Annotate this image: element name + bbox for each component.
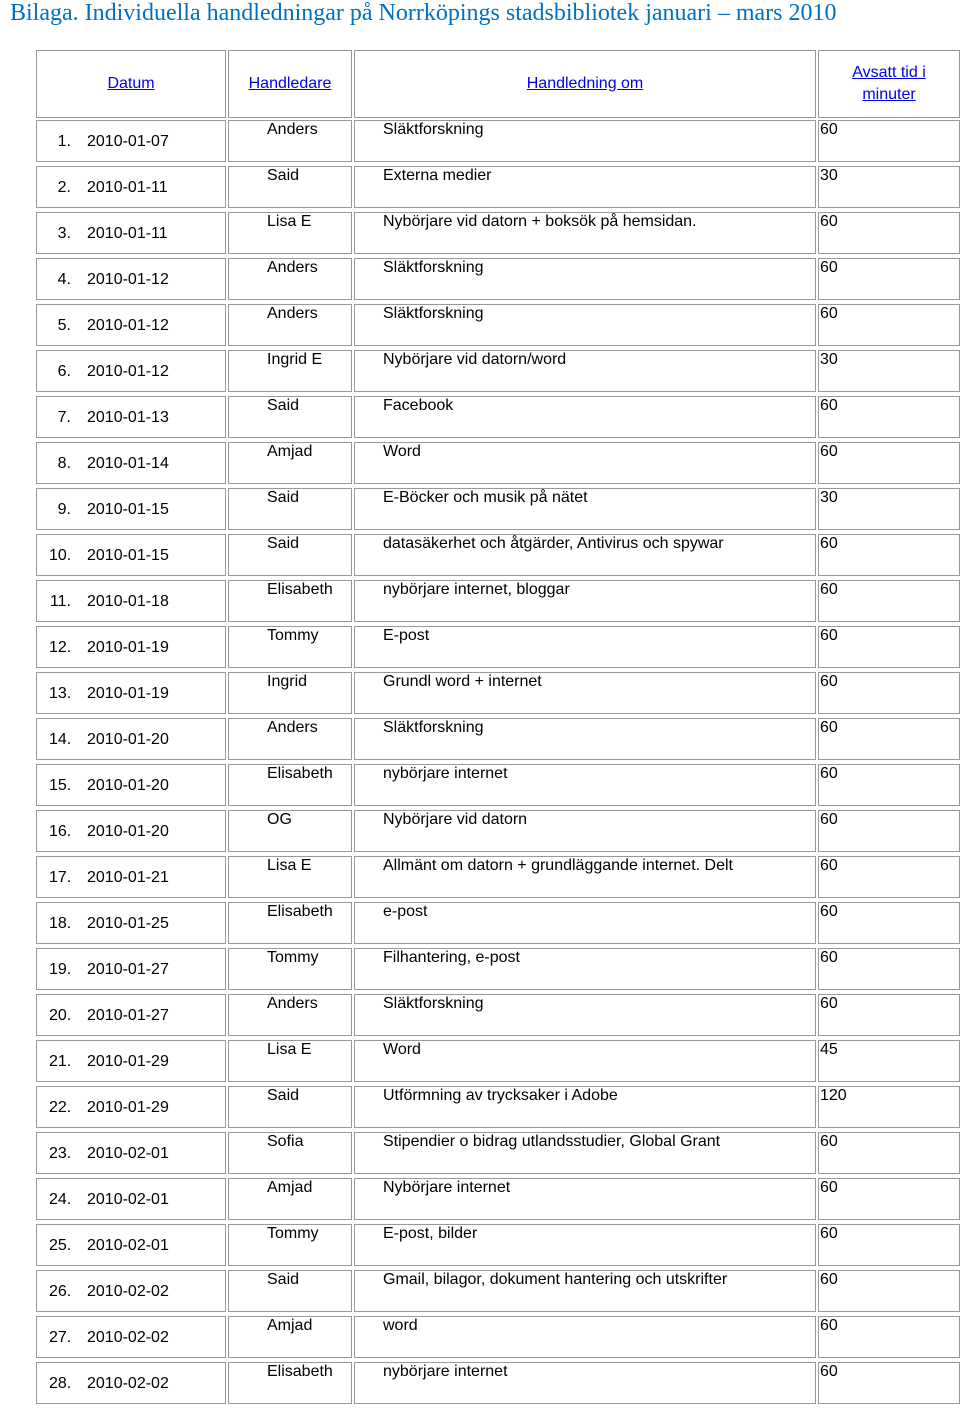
table-row bbox=[34, 304, 960, 350]
minutes-cell bbox=[818, 902, 960, 944]
row-date: 2010-01-11 bbox=[87, 225, 168, 242]
row-number: 20. bbox=[49, 1007, 72, 1024]
table-row bbox=[34, 120, 960, 166]
row-handledare: Lisa E bbox=[267, 857, 312, 874]
row-handledare: Said bbox=[267, 397, 300, 414]
table-row bbox=[34, 488, 960, 534]
row-number: 12. bbox=[49, 639, 72, 656]
row-handledare: Anders bbox=[267, 995, 318, 1012]
header-avsatt-tid-text: Avsatt tid i minuter bbox=[852, 64, 926, 103]
row-topic: nybörjare internet bbox=[383, 1363, 508, 1380]
table-row bbox=[34, 718, 960, 764]
row-date: 2010-02-02 bbox=[87, 1375, 169, 1392]
row-date: 2010-01-12 bbox=[87, 271, 169, 288]
row-topic: Facebook bbox=[383, 397, 454, 414]
row-minutes: 60 bbox=[820, 1271, 838, 1288]
table-row bbox=[34, 258, 960, 304]
minutes-cell bbox=[818, 580, 960, 622]
row-topic: Externa medier bbox=[383, 167, 492, 184]
row-date: 2010-01-19 bbox=[87, 639, 169, 656]
row-topic: nybörjare internet bbox=[383, 765, 508, 782]
topic-cell bbox=[354, 442, 816, 484]
minutes-cell bbox=[818, 1362, 960, 1404]
row-minutes: 30 bbox=[820, 489, 838, 506]
row-topic: Släktforskning bbox=[383, 305, 484, 322]
page-title: Bilaga. Individuella handledningar på Norrköpings stadsbibliotek januari – mars 2010 bbox=[10, 0, 837, 26]
row-number: 9. bbox=[57, 501, 71, 518]
row-date: 2010-01-20 bbox=[87, 823, 169, 840]
row-date: 2010-01-15 bbox=[87, 547, 169, 564]
row-number: 16. bbox=[49, 823, 72, 840]
row-date: 2010-01-12 bbox=[87, 317, 169, 334]
row-date: 2010-01-19 bbox=[87, 685, 169, 702]
row-topic: Nybörjare vid datorn + boksök på hemsidan. bbox=[383, 213, 697, 230]
row-minutes: 60 bbox=[820, 1317, 838, 1334]
row-minutes: 60 bbox=[820, 1179, 838, 1196]
row-minutes: 60 bbox=[820, 995, 838, 1012]
row-date: 2010-01-29 bbox=[87, 1099, 169, 1116]
row-topic: Grundl word + internet bbox=[383, 673, 542, 690]
minutes-cell bbox=[818, 1224, 960, 1266]
row-date: 2010-02-02 bbox=[87, 1329, 169, 1346]
row-handledare: Anders bbox=[267, 719, 318, 736]
row-number: 8. bbox=[57, 455, 71, 472]
table-row bbox=[34, 810, 960, 856]
minutes-cell bbox=[818, 764, 960, 806]
row-handledare: Elisabeth bbox=[267, 903, 333, 920]
row-minutes: 60 bbox=[820, 811, 838, 828]
table-row bbox=[34, 1040, 960, 1086]
row-handledare: Said bbox=[267, 167, 300, 184]
table-row bbox=[34, 994, 960, 1040]
row-topic: Släktforskning bbox=[383, 121, 484, 138]
row-number: 23. bbox=[49, 1145, 72, 1162]
row-handledare: Anders bbox=[267, 259, 318, 276]
minutes-cell bbox=[818, 1040, 960, 1082]
minutes-cell bbox=[818, 442, 960, 484]
row-minutes: 60 bbox=[820, 1225, 838, 1242]
row-handledare: Amjad bbox=[267, 1317, 313, 1334]
table-row bbox=[34, 626, 960, 672]
row-number: 3. bbox=[57, 225, 71, 242]
row-handledare: Elisabeth bbox=[267, 1363, 333, 1380]
row-topic: E-post, bilder bbox=[383, 1225, 478, 1242]
row-minutes: 60 bbox=[820, 765, 838, 782]
row-minutes: 45 bbox=[820, 1041, 838, 1058]
minutes-cell bbox=[818, 1178, 960, 1220]
row-minutes: 60 bbox=[820, 627, 838, 644]
row-minutes: 30 bbox=[820, 351, 838, 368]
row-minutes: 120 bbox=[820, 1087, 847, 1104]
row-handledare: Elisabeth bbox=[267, 581, 333, 598]
row-topic: word bbox=[383, 1317, 418, 1334]
row-number: 26. bbox=[49, 1283, 72, 1300]
row-handledare: Said bbox=[267, 1271, 300, 1288]
row-date: 2010-01-13 bbox=[87, 409, 169, 426]
row-date: 2010-01-18 bbox=[87, 593, 169, 610]
row-minutes: 60 bbox=[820, 1133, 838, 1150]
row-number: 25. bbox=[49, 1237, 72, 1254]
row-minutes: 30 bbox=[820, 167, 838, 184]
row-handledare: Sofia bbox=[267, 1133, 304, 1150]
table-row bbox=[34, 948, 960, 994]
row-topic: Släktforskning bbox=[383, 995, 484, 1012]
row-date: 2010-01-14 bbox=[87, 455, 169, 472]
row-handledare: Tommy bbox=[267, 627, 319, 644]
row-minutes: 60 bbox=[820, 1363, 838, 1380]
row-number: 18. bbox=[49, 915, 72, 932]
row-minutes: 60 bbox=[820, 535, 838, 552]
row-number: 11. bbox=[49, 593, 71, 610]
row-number: 6. bbox=[57, 363, 71, 380]
header-avsatt-tid-link[interactable] bbox=[818, 50, 960, 118]
row-handledare: Anders bbox=[267, 121, 318, 138]
row-number: 1. bbox=[57, 133, 71, 150]
row-date: 2010-02-01 bbox=[87, 1145, 169, 1162]
table-row bbox=[34, 396, 960, 442]
row-handledare: Anders bbox=[267, 305, 318, 322]
header-handledning-om-link[interactable]: Handledning om bbox=[354, 50, 816, 118]
row-topic: Word bbox=[383, 1041, 421, 1058]
row-date: 2010-01-20 bbox=[87, 731, 169, 748]
minutes-cell bbox=[818, 948, 960, 990]
row-number: 2. bbox=[57, 179, 71, 196]
minutes-cell bbox=[818, 810, 960, 852]
table-row bbox=[34, 1132, 960, 1178]
row-number: 4. bbox=[57, 271, 71, 288]
topic-cell bbox=[354, 1316, 816, 1358]
row-topic: Släktforskning bbox=[383, 719, 484, 736]
row-topic: Word bbox=[383, 443, 421, 460]
row-date: 2010-01-27 bbox=[87, 961, 169, 978]
row-number: 15. bbox=[49, 777, 72, 794]
row-topic: Utförmning av trycksaker i Adobe bbox=[383, 1087, 618, 1104]
row-number: 28. bbox=[49, 1375, 72, 1392]
minutes-cell bbox=[818, 1132, 960, 1174]
row-minutes: 60 bbox=[820, 305, 838, 322]
row-minutes: 60 bbox=[820, 581, 838, 598]
row-number: 7. bbox=[57, 409, 71, 426]
row-number: 22. bbox=[49, 1099, 72, 1116]
row-date: 2010-01-21 bbox=[87, 869, 169, 886]
row-handledare: Said bbox=[267, 489, 300, 506]
row-topic: Stipendier o bidrag utlandsstudier, Global Grant bbox=[383, 1133, 721, 1150]
row-handledare: Said bbox=[267, 1087, 300, 1104]
minutes-cell bbox=[818, 1270, 960, 1312]
minutes-cell bbox=[818, 994, 960, 1036]
handledningar-table bbox=[34, 50, 960, 1405]
row-date: 2010-01-29 bbox=[87, 1053, 169, 1070]
row-topic: e-post bbox=[383, 903, 428, 920]
table-row bbox=[34, 212, 960, 258]
row-handledare: Elisabeth bbox=[267, 765, 333, 782]
table-row bbox=[34, 442, 960, 488]
row-minutes: 60 bbox=[820, 903, 838, 920]
row-minutes: 60 bbox=[820, 673, 838, 690]
row-date: 2010-01-25 bbox=[87, 915, 169, 932]
row-handledare: Said bbox=[267, 535, 300, 552]
row-topic: Släktforskning bbox=[383, 259, 484, 276]
minutes-cell bbox=[818, 718, 960, 760]
table-row bbox=[34, 1086, 960, 1132]
table-row bbox=[34, 764, 960, 810]
row-date: 2010-02-01 bbox=[87, 1191, 169, 1208]
table-row bbox=[34, 902, 960, 948]
row-minutes: 60 bbox=[820, 719, 838, 736]
row-minutes: 60 bbox=[820, 213, 838, 230]
row-topic: nybörjare internet, bloggar bbox=[383, 581, 570, 598]
table-row bbox=[34, 166, 960, 212]
table-row bbox=[34, 350, 960, 396]
row-minutes: 60 bbox=[820, 121, 838, 138]
row-handledare: Tommy bbox=[267, 1225, 319, 1242]
minutes-cell bbox=[818, 304, 960, 346]
row-handledare: Ingrid E bbox=[267, 351, 323, 368]
table-row bbox=[34, 1224, 960, 1270]
row-handledare: Lisa E bbox=[267, 1041, 312, 1058]
minutes-cell bbox=[818, 534, 960, 576]
row-topic: Gmail, bilagor, dokument hantering och utskrifter bbox=[383, 1271, 728, 1288]
row-topic: Nybörjare internet bbox=[383, 1179, 511, 1196]
row-minutes: 60 bbox=[820, 949, 838, 966]
row-handledare: Lisa E bbox=[267, 213, 312, 230]
row-date: 2010-01-11 bbox=[87, 179, 168, 196]
row-number: 5. bbox=[57, 317, 71, 334]
row-date: 2010-01-15 bbox=[87, 501, 169, 518]
row-number: 14. bbox=[49, 731, 72, 748]
row-topic: Nybörjare vid datorn bbox=[383, 811, 528, 828]
row-number: 10. bbox=[49, 547, 72, 564]
row-date: 2010-01-27 bbox=[87, 1007, 169, 1024]
row-handledare: Ingrid bbox=[267, 673, 308, 690]
row-topic: Nybörjare vid datorn/word bbox=[383, 351, 567, 368]
table-row bbox=[34, 1270, 960, 1316]
row-date: 2010-02-01 bbox=[87, 1237, 169, 1254]
row-topic: Allmänt om datorn + grundläggande internet. Delt bbox=[383, 857, 733, 874]
minutes-cell bbox=[818, 258, 960, 300]
row-handledare: Tommy bbox=[267, 949, 319, 966]
row-handledare: Amjad bbox=[267, 443, 313, 460]
row-number: 24. bbox=[49, 1191, 72, 1208]
row-number: 27. bbox=[49, 1329, 72, 1346]
header-handledare-link[interactable]: Handledare bbox=[228, 50, 352, 118]
table-row bbox=[34, 1362, 960, 1408]
row-number: 19. bbox=[49, 961, 72, 978]
row-handledare: Amjad bbox=[267, 1179, 313, 1196]
table-row bbox=[34, 580, 960, 626]
row-number: 13. bbox=[49, 685, 72, 702]
row-topic: E-post bbox=[383, 627, 430, 644]
minutes-cell bbox=[818, 672, 960, 714]
table-row bbox=[34, 1178, 960, 1224]
row-minutes: 60 bbox=[820, 259, 838, 276]
minutes-cell bbox=[818, 1316, 960, 1358]
row-topic: Filhantering, e-post bbox=[383, 949, 520, 966]
minutes-cell bbox=[818, 120, 960, 162]
row-number: 21. bbox=[49, 1053, 72, 1070]
topic-cell bbox=[354, 1040, 816, 1082]
row-date: 2010-02-02 bbox=[87, 1283, 169, 1300]
row-minutes: 60 bbox=[820, 397, 838, 414]
minutes-cell bbox=[818, 626, 960, 668]
minutes-cell bbox=[818, 856, 960, 898]
row-minutes: 60 bbox=[820, 443, 838, 460]
minutes-cell bbox=[818, 350, 960, 392]
minutes-cell bbox=[818, 212, 960, 254]
row-topic: datasäkerhet och åtgärder, Antivirus och spywar bbox=[383, 535, 724, 552]
row-number: 17. bbox=[49, 869, 72, 886]
row-date: 2010-01-20 bbox=[87, 777, 169, 794]
row-topic: E-Böcker och musik på nätet bbox=[383, 489, 588, 506]
header-datum-link[interactable]: Datum bbox=[36, 50, 226, 118]
table-row bbox=[34, 672, 960, 718]
row-date: 2010-01-12 bbox=[87, 363, 169, 380]
minutes-cell bbox=[818, 396, 960, 438]
table-row bbox=[34, 1316, 960, 1362]
row-date: 2010-01-07 bbox=[87, 133, 169, 150]
row-handledare: OG bbox=[267, 811, 292, 828]
row-minutes: 60 bbox=[820, 857, 838, 874]
table-row bbox=[34, 856, 960, 902]
minutes-cell bbox=[818, 166, 960, 208]
table-row bbox=[34, 534, 960, 580]
minutes-cell bbox=[818, 488, 960, 530]
